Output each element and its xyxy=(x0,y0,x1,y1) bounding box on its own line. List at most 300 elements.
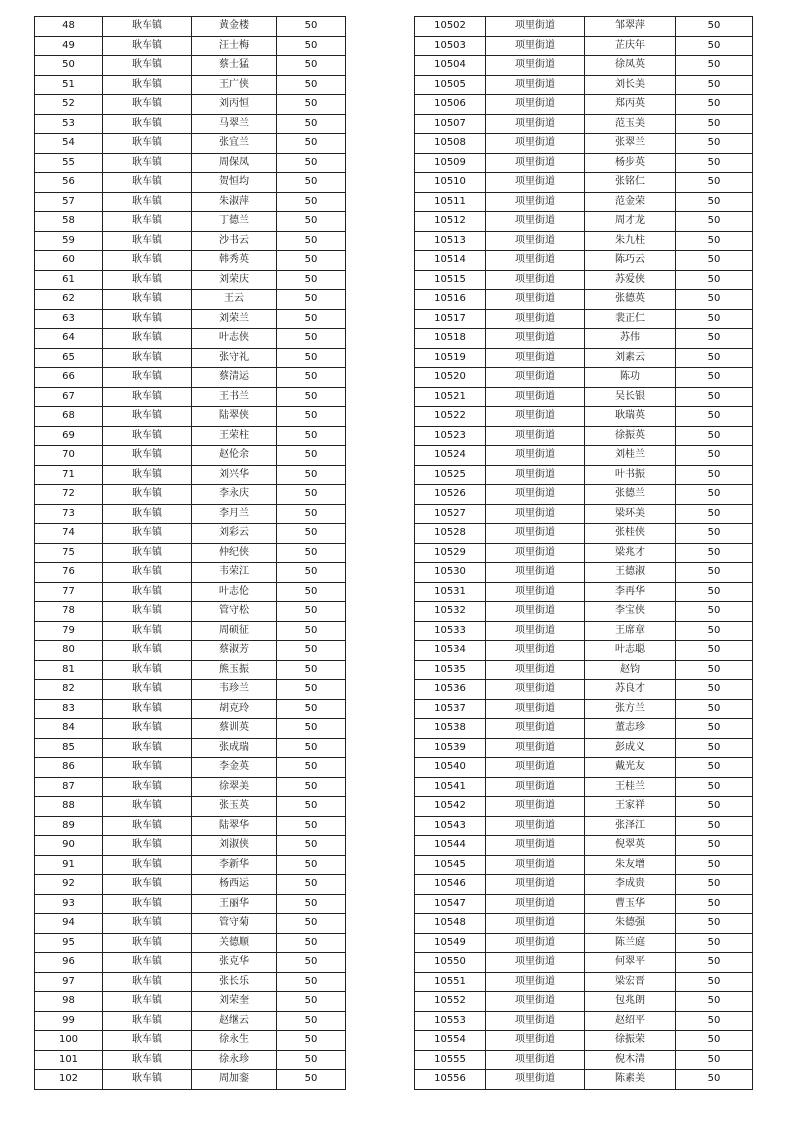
name-cell: 张守礼 xyxy=(192,348,277,368)
row-number-cell: 52 xyxy=(35,95,103,115)
amount-cell: 50 xyxy=(277,309,346,329)
name-cell: 刘荣奎 xyxy=(192,992,277,1012)
table-row xyxy=(35,75,346,95)
table-row xyxy=(35,777,346,797)
district-cell: 耿车镇 xyxy=(103,582,192,602)
district-cell: 耿车镇 xyxy=(103,875,192,895)
table-row xyxy=(35,972,346,992)
table-row xyxy=(415,582,753,602)
district-cell: 项里街道 xyxy=(486,329,585,349)
district-cell: 耿车镇 xyxy=(103,446,192,466)
district-cell: 项里街道 xyxy=(486,1050,585,1070)
district-cell: 项里街道 xyxy=(486,75,585,95)
table-row xyxy=(35,719,346,739)
district-cell: 耿车镇 xyxy=(103,368,192,388)
amount-cell: 50 xyxy=(277,368,346,388)
row-number-cell: 10529 xyxy=(415,543,486,563)
name-cell: 彭成义 xyxy=(585,738,676,758)
table-row xyxy=(35,1070,346,1090)
district-cell: 耿车镇 xyxy=(103,348,192,368)
amount-cell: 50 xyxy=(676,387,753,407)
amount-cell: 50 xyxy=(277,387,346,407)
district-cell: 耿车镇 xyxy=(103,192,192,212)
row-number-cell: 10527 xyxy=(415,504,486,524)
row-number-cell: 63 xyxy=(35,309,103,329)
name-cell: 李宝侠 xyxy=(585,602,676,622)
name-cell: 叶志聪 xyxy=(585,641,676,661)
amount-cell: 50 xyxy=(277,212,346,232)
table-row xyxy=(415,368,753,388)
table-row xyxy=(415,75,753,95)
row-number-cell: 10543 xyxy=(415,816,486,836)
table-row xyxy=(415,153,753,173)
table-row xyxy=(35,309,346,329)
row-number-cell: 79 xyxy=(35,621,103,641)
amount-cell: 50 xyxy=(277,192,346,212)
table-row xyxy=(35,1050,346,1070)
row-number-cell: 10503 xyxy=(415,36,486,56)
district-cell: 项里街道 xyxy=(486,933,585,953)
district-cell: 项里街道 xyxy=(486,641,585,661)
row-number-cell: 10550 xyxy=(415,953,486,973)
amount-cell: 50 xyxy=(277,543,346,563)
name-cell: 张桂侠 xyxy=(585,524,676,544)
table-row xyxy=(415,992,753,1012)
amount-cell: 50 xyxy=(676,699,753,719)
name-cell: 张德英 xyxy=(585,290,676,310)
district-cell: 耿车镇 xyxy=(103,641,192,661)
name-cell: 周才龙 xyxy=(585,212,676,232)
table-row xyxy=(35,270,346,290)
district-cell: 耿车镇 xyxy=(103,212,192,232)
amount-cell: 50 xyxy=(277,621,346,641)
table-row xyxy=(35,153,346,173)
table-row xyxy=(415,95,753,115)
row-number-cell: 10538 xyxy=(415,719,486,739)
name-cell: 范金荣 xyxy=(585,192,676,212)
district-cell: 耿车镇 xyxy=(103,894,192,914)
amount-cell: 50 xyxy=(676,816,753,836)
row-number-cell: 49 xyxy=(35,36,103,56)
district-cell: 项里街道 xyxy=(486,602,585,622)
name-cell: 梁环美 xyxy=(585,504,676,524)
district-cell: 项里街道 xyxy=(486,972,585,992)
table-row xyxy=(415,309,753,329)
amount-cell: 50 xyxy=(277,524,346,544)
district-cell: 项里街道 xyxy=(486,485,585,505)
row-number-cell: 10531 xyxy=(415,582,486,602)
amount-cell: 50 xyxy=(676,56,753,76)
amount-cell: 50 xyxy=(277,348,346,368)
name-cell: 陆翠华 xyxy=(192,816,277,836)
amount-cell: 50 xyxy=(277,797,346,817)
district-cell: 耿车镇 xyxy=(103,134,192,154)
district-cell: 项里街道 xyxy=(486,836,585,856)
table-row xyxy=(35,738,346,758)
name-cell: 王德淑 xyxy=(585,563,676,583)
amount-cell: 50 xyxy=(676,777,753,797)
table-row xyxy=(35,758,346,778)
amount-cell: 50 xyxy=(277,290,346,310)
table-row xyxy=(415,504,753,524)
row-number-cell: 77 xyxy=(35,582,103,602)
district-cell: 项里街道 xyxy=(486,426,585,446)
amount-cell: 50 xyxy=(277,680,346,700)
amount-cell: 50 xyxy=(676,270,753,290)
row-number-cell: 10552 xyxy=(415,992,486,1012)
district-cell: 耿车镇 xyxy=(103,1050,192,1070)
table-row xyxy=(415,641,753,661)
district-cell: 项里街道 xyxy=(486,953,585,973)
table-row xyxy=(35,524,346,544)
row-number-cell: 10519 xyxy=(415,348,486,368)
row-number-cell: 10509 xyxy=(415,153,486,173)
row-number-cell: 84 xyxy=(35,719,103,739)
row-number-cell: 59 xyxy=(35,231,103,251)
district-cell: 项里街道 xyxy=(486,1011,585,1031)
name-cell: 苏良才 xyxy=(585,680,676,700)
district-cell: 耿车镇 xyxy=(103,1070,192,1090)
row-number-cell: 102 xyxy=(35,1070,103,1090)
district-cell: 耿车镇 xyxy=(103,543,192,563)
row-number-cell: 10554 xyxy=(415,1031,486,1051)
table-row xyxy=(35,660,346,680)
amount-cell: 50 xyxy=(676,1070,753,1090)
name-cell: 朱德强 xyxy=(585,914,676,934)
district-cell: 耿车镇 xyxy=(103,836,192,856)
amount-cell: 50 xyxy=(277,1070,346,1090)
row-number-cell: 10517 xyxy=(415,309,486,329)
amount-cell: 50 xyxy=(676,738,753,758)
district-cell: 项里街道 xyxy=(486,621,585,641)
row-number-cell: 55 xyxy=(35,153,103,173)
table-row xyxy=(35,290,346,310)
table-row xyxy=(35,563,346,583)
row-number-cell: 60 xyxy=(35,251,103,271)
table-row xyxy=(415,875,753,895)
row-number-cell: 10551 xyxy=(415,972,486,992)
name-cell: 韩秀英 xyxy=(192,251,277,271)
name-cell: 丁德兰 xyxy=(192,212,277,232)
row-number-cell: 83 xyxy=(35,699,103,719)
name-cell: 蔡清运 xyxy=(192,368,277,388)
name-cell: 李金英 xyxy=(192,758,277,778)
table-row xyxy=(415,680,753,700)
district-cell: 项里街道 xyxy=(486,738,585,758)
name-cell: 关德顺 xyxy=(192,933,277,953)
amount-cell: 50 xyxy=(676,875,753,895)
district-cell: 耿车镇 xyxy=(103,56,192,76)
name-cell: 管守松 xyxy=(192,602,277,622)
name-cell: 吴长银 xyxy=(585,387,676,407)
name-cell: 王丽华 xyxy=(192,894,277,914)
name-cell: 张长乐 xyxy=(192,972,277,992)
table-row xyxy=(35,17,346,37)
district-cell: 耿车镇 xyxy=(103,173,192,193)
table-row xyxy=(415,114,753,134)
amount-cell: 50 xyxy=(277,1031,346,1051)
amount-cell: 50 xyxy=(277,699,346,719)
district-cell: 项里街道 xyxy=(486,153,585,173)
name-cell: 王席章 xyxy=(585,621,676,641)
name-cell: 沙书云 xyxy=(192,231,277,251)
name-cell: 蔡士猛 xyxy=(192,56,277,76)
name-cell: 刘丙恒 xyxy=(192,95,277,115)
district-cell: 项里街道 xyxy=(486,465,585,485)
district-cell: 耿车镇 xyxy=(103,485,192,505)
name-cell: 李再华 xyxy=(585,582,676,602)
name-cell: 倪木清 xyxy=(585,1050,676,1070)
district-cell: 耿车镇 xyxy=(103,251,192,271)
amount-cell: 50 xyxy=(676,17,753,37)
name-cell: 郑丙英 xyxy=(585,95,676,115)
district-cell: 耿车镇 xyxy=(103,933,192,953)
amount-cell: 50 xyxy=(676,797,753,817)
name-cell: 刘荣兰 xyxy=(192,309,277,329)
name-cell: 赵继云 xyxy=(192,1011,277,1031)
district-cell: 项里街道 xyxy=(486,95,585,115)
district-cell: 耿车镇 xyxy=(103,719,192,739)
table-row xyxy=(415,758,753,778)
name-cell: 朱淑萍 xyxy=(192,192,277,212)
district-cell: 耿车镇 xyxy=(103,36,192,56)
row-number-cell: 10545 xyxy=(415,855,486,875)
amount-cell: 50 xyxy=(277,875,346,895)
row-number-cell: 10521 xyxy=(415,387,486,407)
table-row xyxy=(415,933,753,953)
district-cell: 项里街道 xyxy=(486,192,585,212)
name-cell: 张方兰 xyxy=(585,699,676,719)
amount-cell: 50 xyxy=(676,641,753,661)
row-number-cell: 73 xyxy=(35,504,103,524)
name-cell: 王书兰 xyxy=(192,387,277,407)
amount-cell: 50 xyxy=(277,173,346,193)
row-number-cell: 93 xyxy=(35,894,103,914)
district-cell: 耿车镇 xyxy=(103,407,192,427)
amount-cell: 50 xyxy=(676,95,753,115)
district-cell: 项里街道 xyxy=(486,992,585,1012)
amount-cell: 50 xyxy=(277,641,346,661)
name-cell: 戴光友 xyxy=(585,758,676,778)
amount-cell: 50 xyxy=(676,212,753,232)
table-row xyxy=(35,387,346,407)
name-cell: 蔡训英 xyxy=(192,719,277,739)
row-number-cell: 10505 xyxy=(415,75,486,95)
district-cell: 耿车镇 xyxy=(103,95,192,115)
table-row xyxy=(35,95,346,115)
table-row xyxy=(35,816,346,836)
table-row xyxy=(35,641,346,661)
row-number-cell: 86 xyxy=(35,758,103,778)
amount-cell: 50 xyxy=(676,933,753,953)
table-row xyxy=(35,797,346,817)
amount-cell: 50 xyxy=(676,660,753,680)
row-number-cell: 97 xyxy=(35,972,103,992)
row-number-cell: 51 xyxy=(35,75,103,95)
district-cell: 耿车镇 xyxy=(103,855,192,875)
district-cell: 项里街道 xyxy=(486,524,585,544)
name-cell: 仲纪侠 xyxy=(192,543,277,563)
name-cell: 王荣柱 xyxy=(192,426,277,446)
row-number-cell: 71 xyxy=(35,465,103,485)
name-cell: 王家祥 xyxy=(585,797,676,817)
row-number-cell: 99 xyxy=(35,1011,103,1031)
row-number-cell: 10511 xyxy=(415,192,486,212)
row-number-cell: 10541 xyxy=(415,777,486,797)
district-cell: 项里街道 xyxy=(486,36,585,56)
table-row xyxy=(415,816,753,836)
row-number-cell: 10525 xyxy=(415,465,486,485)
district-cell: 项里街道 xyxy=(486,407,585,427)
name-cell: 刘素云 xyxy=(585,348,676,368)
table-row xyxy=(35,933,346,953)
amount-cell: 50 xyxy=(676,1011,753,1031)
row-number-cell: 10555 xyxy=(415,1050,486,1070)
amount-cell: 50 xyxy=(277,816,346,836)
amount-cell: 50 xyxy=(277,56,346,76)
amount-cell: 50 xyxy=(277,504,346,524)
name-cell: 耿瑞英 xyxy=(585,407,676,427)
amount-cell: 50 xyxy=(676,251,753,271)
table-row xyxy=(35,894,346,914)
district-cell: 耿车镇 xyxy=(103,1031,192,1051)
amount-cell: 50 xyxy=(676,114,753,134)
row-number-cell: 67 xyxy=(35,387,103,407)
row-number-cell: 10513 xyxy=(415,231,486,251)
district-cell: 项里街道 xyxy=(486,387,585,407)
table-row xyxy=(415,1011,753,1031)
row-number-cell: 57 xyxy=(35,192,103,212)
name-cell: 徐振荣 xyxy=(585,1031,676,1051)
table-row xyxy=(415,407,753,427)
row-number-cell: 70 xyxy=(35,446,103,466)
district-cell: 耿车镇 xyxy=(103,660,192,680)
amount-cell: 50 xyxy=(277,563,346,583)
district-cell: 项里街道 xyxy=(486,134,585,154)
name-cell: 赵伦余 xyxy=(192,446,277,466)
table-row xyxy=(415,134,753,154)
row-number-cell: 10520 xyxy=(415,368,486,388)
amount-cell: 50 xyxy=(676,992,753,1012)
table-row xyxy=(415,738,753,758)
amount-cell: 50 xyxy=(676,407,753,427)
district-cell: 项里街道 xyxy=(486,1031,585,1051)
table-row xyxy=(415,894,753,914)
amount-cell: 50 xyxy=(676,134,753,154)
table-row xyxy=(415,426,753,446)
amount-cell: 50 xyxy=(277,465,346,485)
row-number-cell: 81 xyxy=(35,660,103,680)
name-cell: 贺恒均 xyxy=(192,173,277,193)
district-cell: 耿车镇 xyxy=(103,329,192,349)
name-cell: 王广侠 xyxy=(192,75,277,95)
row-number-cell: 62 xyxy=(35,290,103,310)
right-table-body xyxy=(415,17,753,1090)
table-row xyxy=(35,875,346,895)
district-cell: 耿车镇 xyxy=(103,680,192,700)
table-row xyxy=(35,855,346,875)
amount-cell: 50 xyxy=(277,914,346,934)
name-cell: 范玉美 xyxy=(585,114,676,134)
name-cell: 邹翠萍 xyxy=(585,17,676,37)
row-number-cell: 94 xyxy=(35,914,103,934)
table-row xyxy=(415,485,753,505)
name-cell: 黄金楼 xyxy=(192,17,277,37)
row-number-cell: 10532 xyxy=(415,602,486,622)
district-cell: 项里街道 xyxy=(486,894,585,914)
district-cell: 耿车镇 xyxy=(103,758,192,778)
table-row xyxy=(415,270,753,290)
amount-cell: 50 xyxy=(277,972,346,992)
name-cell: 刘荣庆 xyxy=(192,270,277,290)
name-cell: 叶志侠 xyxy=(192,329,277,349)
amount-cell: 50 xyxy=(676,348,753,368)
amount-cell: 50 xyxy=(277,602,346,622)
name-cell: 张铭仁 xyxy=(585,173,676,193)
row-number-cell: 92 xyxy=(35,875,103,895)
table-row xyxy=(35,836,346,856)
name-cell: 周加銮 xyxy=(192,1070,277,1090)
amount-cell: 50 xyxy=(676,524,753,544)
amount-cell: 50 xyxy=(676,621,753,641)
name-cell: 裴正仁 xyxy=(585,309,676,329)
name-cell: 陈兰庭 xyxy=(585,933,676,953)
amount-cell: 50 xyxy=(277,426,346,446)
row-number-cell: 82 xyxy=(35,680,103,700)
amount-cell: 50 xyxy=(676,485,753,505)
row-number-cell: 10542 xyxy=(415,797,486,817)
amount-cell: 50 xyxy=(676,446,753,466)
amount-cell: 50 xyxy=(676,504,753,524)
amount-cell: 50 xyxy=(676,894,753,914)
name-cell: 陆翠侠 xyxy=(192,407,277,427)
district-cell: 项里街道 xyxy=(486,56,585,76)
district-cell: 项里街道 xyxy=(486,660,585,680)
district-cell: 耿车镇 xyxy=(103,914,192,934)
table-row xyxy=(35,992,346,1012)
name-cell: 梁宏晋 xyxy=(585,972,676,992)
amount-cell: 50 xyxy=(277,933,346,953)
name-cell: 胡克玲 xyxy=(192,699,277,719)
district-cell: 耿车镇 xyxy=(103,621,192,641)
row-number-cell: 10518 xyxy=(415,329,486,349)
table-row xyxy=(415,465,753,485)
name-cell: 李新华 xyxy=(192,855,277,875)
district-cell: 项里街道 xyxy=(486,699,585,719)
table-row xyxy=(35,36,346,56)
amount-cell: 50 xyxy=(676,75,753,95)
name-cell: 陈素美 xyxy=(585,1070,676,1090)
name-cell: 徐永生 xyxy=(192,1031,277,1051)
name-cell: 刘长美 xyxy=(585,75,676,95)
district-cell: 耿车镇 xyxy=(103,738,192,758)
amount-cell: 50 xyxy=(676,855,753,875)
amount-cell: 50 xyxy=(277,719,346,739)
name-cell: 张德兰 xyxy=(585,485,676,505)
name-cell: 马翠兰 xyxy=(192,114,277,134)
district-cell: 项里街道 xyxy=(486,504,585,524)
district-cell: 项里街道 xyxy=(486,719,585,739)
amount-cell: 50 xyxy=(277,1011,346,1031)
row-number-cell: 65 xyxy=(35,348,103,368)
row-number-cell: 64 xyxy=(35,329,103,349)
table-row xyxy=(415,251,753,271)
name-cell: 芷庆年 xyxy=(585,36,676,56)
name-cell: 王云 xyxy=(192,290,277,310)
district-cell: 项里街道 xyxy=(486,816,585,836)
row-number-cell: 10537 xyxy=(415,699,486,719)
district-cell: 耿车镇 xyxy=(103,231,192,251)
